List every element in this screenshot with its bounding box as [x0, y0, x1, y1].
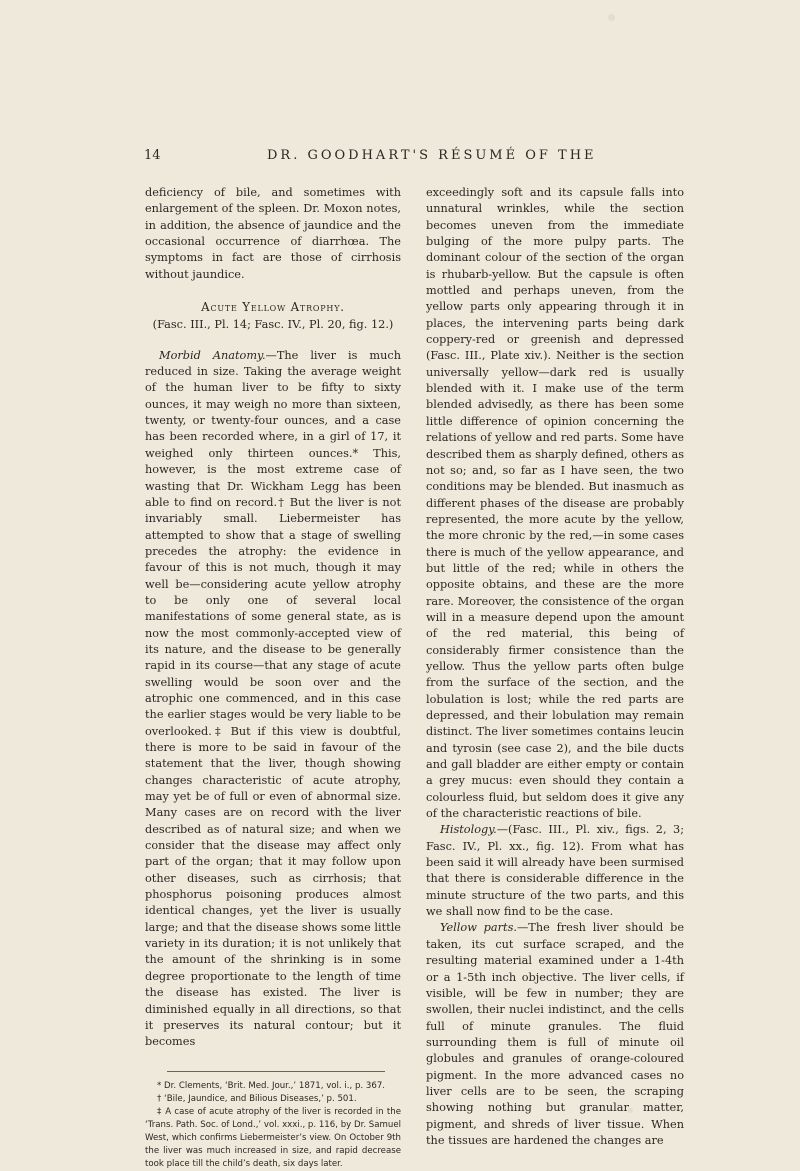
paragraph	[426, 822, 684, 920]
left-column	[145, 185, 401, 1171]
paragraph-text: —(Fasc. III., Pl. xiv., figs. 2, 3; Fasc. IV., Pl. xx., fig. 12). From what has been said it will already have been surmised that there is considerable difference in the minute structure of the two parts, and this we shall now find to be the case.	[426, 823, 684, 919]
paper-spot	[608, 14, 615, 21]
paragraph-lead: Histology.	[440, 823, 497, 837]
running-title: DR. GOODHART'S RÉSUMÉ OF THE	[267, 148, 597, 163]
paragraph-text: —The fresh liver should be taken, its cut surface scraped, and the resulting material examined under a 1-4th or a 1-5th inch objective. The liver cells, if visible, will be few in number; they are swollen, their nuclei indistinct, and the cells full of minute granules. The fluid surrounding them is full of minute oil globules and granules of orange-coloured pigment. In the more advanced cases no liver cells are to be seen, the scraping showing nothing but granular matter, pigment, and shreds of liver tissue. When the tissues are hardened the changes are	[426, 921, 684, 1147]
paragraph-lead: Morbid Anatomy.	[159, 348, 266, 362]
paragraph	[145, 348, 401, 1051]
footnote-rule	[167, 1071, 385, 1072]
section-heading: Acute Yellow Atrophy.	[201, 300, 345, 315]
section-plate-reference: (Fasc. III., Pl. 14; Fasc. IV., Pl. 20, fig. 12.)	[152, 318, 394, 332]
paragraph	[426, 920, 684, 1149]
right-column	[426, 185, 684, 1149]
footnotes	[145, 1080, 401, 1171]
footnote: ‡ A case of acute atrophy of the liver is recorded in the ‘Trans. Path. Soc. of Lond.,’ vol. xxxi., p. 116, by Dr. Samuel West, which confirms Liebermeister’s view. On October 9th the liver was much increased in size, and rapid decrease took place till the child’s death, six days later.	[145, 1106, 402, 1169]
paragraph-lead: Yellow parts.	[440, 921, 517, 935]
footnote: † ‘Bile, Jaundice, and Bilious Diseases,’ p. 501.	[157, 1093, 357, 1104]
paragraph-text: —The liver is much reduced in size. Taking the average weight of the human liver to be fifty to sixty ounces, it may weigh no more than sixteen, twenty, or twenty-four ounces, and a case has been recorded where, in a girl of 17, it weighed only thirteen ounces.* This, however, is the most extreme case of wasting that Dr. Wickham Legg has been able to find on record.† But the liver is not invariably small. Liebermeister has attempted to show that a stage of swelling precedes the atrophy: the evidence in favour of this is not much, though it may well be—considering acute yellow atrophy to be only one of several local manifestations of some general state, as is now the most commonly-accepted view of its nature, and the disease to be generally rapid in its course—that any stage of acute swelling would be soon over and the atrophic one commenced, and in this case the earlier stages would be very liable to be overlooked.‡ But if this view is doubtful, there is more to be said in favour of the statement that the liver, though showing changes characteristic of acute atrophy, may yet be of full or even of abnormal size. Many cases are on record with the liver described as of natural size; and when we consider that the disease may affect only part of the organ; that it may follow upon other diseases, such as cirrhosis; that phosphorus poisoning produces almost identical changes, yet the liver is usually large; and that the disease shows some little variety in its duration; it is not unlikely that the amount of the shrinking is in some degree proportionate to the length of time the disease has existed. The liver is diminished equally in all directions, so that it preserves its natural contour; but it becomes	[145, 348, 401, 1049]
footnote: * Dr. Clements, ‘Brit. Med. Jour.,’ 1871, vol. i., p. 367.	[157, 1080, 386, 1091]
paragraph: deficiency of bile, and sometimes with enlargement of the spleen. Dr. Moxon notes, in addition, the absence of jaundice and the occasional occurrence of diarrhœa. The symptoms in fact are those of cirrhosis without jaundice.	[145, 186, 401, 281]
page-number: 14	[144, 148, 161, 163]
paragraph: exceedingly soft and its capsule falls into unnatural wrinkles, while the section becomes uneven from the immediate bulging of the more pulpy parts. The dominant colour of the section of the organ is rhubarb-yellow. But the capsule is often mottled and perhaps uneven, from the yellow parts only appearing through it in places, the intervening parts being dark coppery-red or greenish and depressed (Fasc. III., Plate xiv.). Neither is the section universally yellow—dark red is usually blended with it. I make use of the term blended advisedly, as there has been some little difference of opinion concerning the relations of yellow and red parts. Some have described them as sharply defined, others as not so; and, so far as I have seen, the two conditions may be blended. But inasmuch as different phases of the disease are probably represented, the more acute by the yellow, the more chronic by the red,—in some cases there is much of the yellow appearance, and but little of the red; while in others the opposite obtains, and these are the more rare. Moreover, the consistence of the organ will in a measure depend upon the amount of the red material, this being of considerably firmer consistence than the yellow. Thus the yellow parts often bulge from the surface of the section, and the lobulation is lost; while the red parts are depressed, and their lobulation may remain distinct. The liver sometimes contains leucin and tyrosin (see case 2), and the bile ducts and gall bladder are either empty or contain a grey mucus: even should they contain a colourless fluid, but seldom does it give any of the characteristic reactions of bile.	[426, 186, 684, 821]
running-head	[144, 148, 724, 170]
